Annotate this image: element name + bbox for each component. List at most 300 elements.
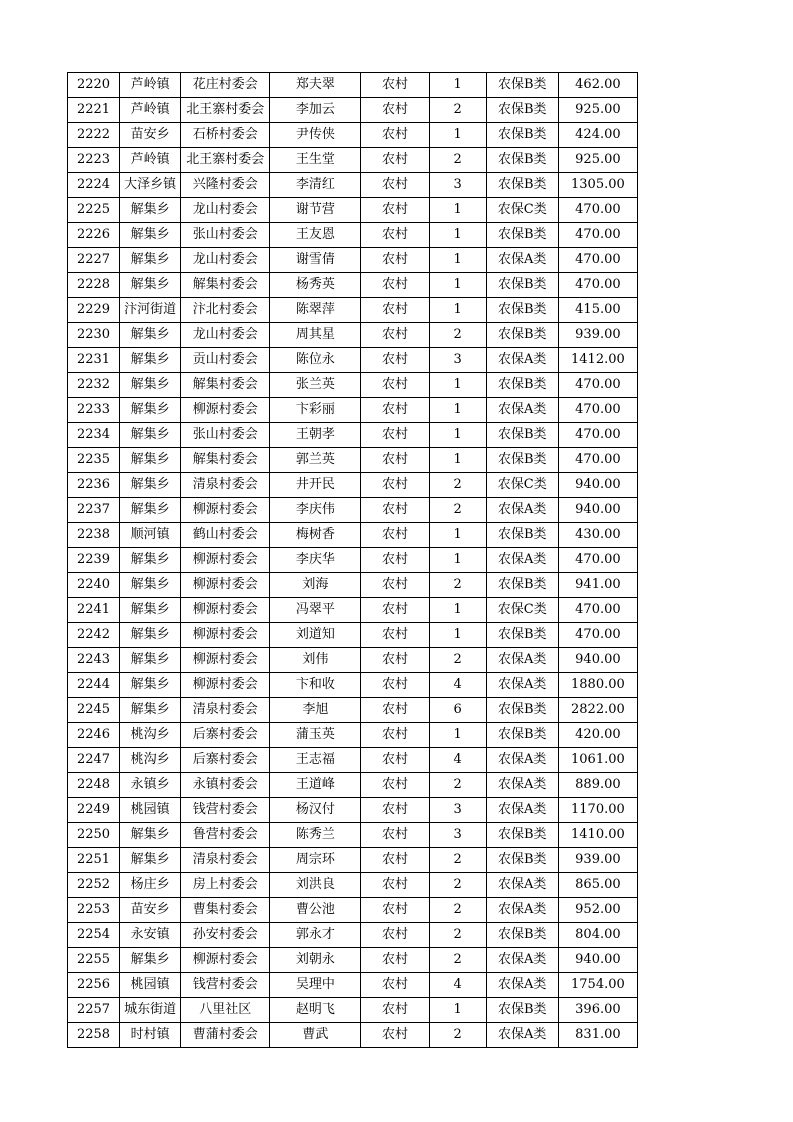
table-row <box>68 98 638 123</box>
amount-cell: 430.00 <box>558 523 637 548</box>
category-cell: 农保B类 <box>486 998 558 1023</box>
amount-cell: 939.00 <box>558 323 637 348</box>
village-cell: 柳源村委会 <box>181 598 270 623</box>
amount-cell: 470.00 <box>558 198 637 223</box>
person-count-cell: 1 <box>429 398 486 423</box>
amount-cell: 2822.00 <box>558 698 637 723</box>
person-count-cell: 2 <box>429 473 486 498</box>
category-cell: 农保B类 <box>486 373 558 398</box>
village-cell: 兴隆村委会 <box>181 173 270 198</box>
row-id-cell: 2225 <box>68 198 120 223</box>
village-cell: 后寨村委会 <box>181 748 270 773</box>
person-count-cell: 4 <box>429 748 486 773</box>
village-cell: 钱营村委会 <box>181 798 270 823</box>
row-id-cell: 2233 <box>68 398 120 423</box>
amount-cell: 1170.00 <box>558 798 637 823</box>
amount-cell: 1880.00 <box>558 673 637 698</box>
village-cell: 柳源村委会 <box>181 398 270 423</box>
household-type-cell: 农村 <box>361 423 429 448</box>
table-row <box>68 423 638 448</box>
category-cell: 农保A类 <box>486 498 558 523</box>
name-cell: 井开民 <box>270 473 361 498</box>
household-type-cell: 农村 <box>361 523 429 548</box>
table-row <box>68 573 638 598</box>
household-type-cell: 农村 <box>361 873 429 898</box>
row-id-cell: 2223 <box>68 148 120 173</box>
village-cell: 鹤山村委会 <box>181 523 270 548</box>
amount-cell: 470.00 <box>558 448 637 473</box>
person-count-cell: 2 <box>429 98 486 123</box>
household-type-cell: 农村 <box>361 448 429 473</box>
village-cell: 龙山村委会 <box>181 248 270 273</box>
person-count-cell: 4 <box>429 973 486 998</box>
household-type-cell: 农村 <box>361 198 429 223</box>
table-row <box>68 623 638 648</box>
table-row <box>68 473 638 498</box>
category-cell: 农保B类 <box>486 123 558 148</box>
person-count-cell: 6 <box>429 698 486 723</box>
town-cell: 汴河街道 <box>120 298 181 323</box>
name-cell: 郭兰英 <box>270 448 361 473</box>
town-cell: 解集乡 <box>120 948 181 973</box>
name-cell: 李加云 <box>270 98 361 123</box>
row-id-cell: 2241 <box>68 598 120 623</box>
row-id-cell: 2226 <box>68 223 120 248</box>
person-count-cell: 2 <box>429 848 486 873</box>
town-cell: 解集乡 <box>120 348 181 373</box>
village-cell: 八里社区 <box>181 998 270 1023</box>
amount-cell: 470.00 <box>558 423 637 448</box>
village-cell: 曹蒲村委会 <box>181 1023 270 1048</box>
person-count-cell: 1 <box>429 248 486 273</box>
household-type-cell: 农村 <box>361 723 429 748</box>
amount-cell: 415.00 <box>558 298 637 323</box>
town-cell: 芦岭镇 <box>120 98 181 123</box>
amount-cell: 889.00 <box>558 773 637 798</box>
village-cell: 龙山村委会 <box>181 323 270 348</box>
table-row <box>68 448 638 473</box>
town-cell: 芦岭镇 <box>120 73 181 98</box>
household-type-cell: 农村 <box>361 573 429 598</box>
row-id-cell: 2243 <box>68 648 120 673</box>
name-cell: 郭永才 <box>270 923 361 948</box>
row-id-cell: 2224 <box>68 173 120 198</box>
person-count-cell: 1 <box>429 623 486 648</box>
amount-cell: 470.00 <box>558 373 637 398</box>
village-cell: 贡山村委会 <box>181 348 270 373</box>
category-cell: 农保A类 <box>486 1023 558 1048</box>
table-row <box>68 698 638 723</box>
name-cell: 梅树香 <box>270 523 361 548</box>
household-type-cell: 农村 <box>361 323 429 348</box>
name-cell: 卞彩丽 <box>270 398 361 423</box>
row-id-cell: 2239 <box>68 548 120 573</box>
table-row <box>68 823 638 848</box>
household-type-cell: 农村 <box>361 673 429 698</box>
household-type-cell: 农村 <box>361 748 429 773</box>
household-type-cell: 农村 <box>361 223 429 248</box>
category-cell: 农保A类 <box>486 348 558 373</box>
category-cell: 农保C类 <box>486 473 558 498</box>
person-count-cell: 2 <box>429 573 486 598</box>
amount-cell: 470.00 <box>558 223 637 248</box>
household-type-cell: 农村 <box>361 273 429 298</box>
row-id-cell: 2238 <box>68 523 120 548</box>
table-row <box>68 198 638 223</box>
table-row <box>68 123 638 148</box>
household-type-cell: 农村 <box>361 548 429 573</box>
name-cell: 卞和收 <box>270 673 361 698</box>
category-cell: 农保B类 <box>486 73 558 98</box>
village-cell: 孙安村委会 <box>181 923 270 948</box>
name-cell: 冯翠平 <box>270 598 361 623</box>
household-type-cell: 农村 <box>361 648 429 673</box>
amount-cell: 470.00 <box>558 248 637 273</box>
row-id-cell: 2251 <box>68 848 120 873</box>
amount-cell: 940.00 <box>558 473 637 498</box>
household-type-cell: 农村 <box>361 973 429 998</box>
table-row <box>68 523 638 548</box>
name-cell: 陈翠萍 <box>270 298 361 323</box>
household-type-cell: 农村 <box>361 798 429 823</box>
person-count-cell: 3 <box>429 348 486 373</box>
category-cell: 农保A类 <box>486 898 558 923</box>
name-cell: 郑夫翠 <box>270 73 361 98</box>
town-cell: 解集乡 <box>120 448 181 473</box>
table-row <box>68 723 638 748</box>
person-count-cell: 3 <box>429 798 486 823</box>
category-cell: 农保A类 <box>486 398 558 423</box>
table-row <box>68 948 638 973</box>
household-type-cell: 农村 <box>361 948 429 973</box>
household-type-cell: 农村 <box>361 398 429 423</box>
village-cell: 花庄村委会 <box>181 73 270 98</box>
table-row <box>68 773 638 798</box>
town-cell: 解集乡 <box>120 198 181 223</box>
category-cell: 农保B类 <box>486 323 558 348</box>
category-cell: 农保A类 <box>486 873 558 898</box>
name-cell: 王朝孝 <box>270 423 361 448</box>
person-count-cell: 1 <box>429 298 486 323</box>
name-cell: 刘道知 <box>270 623 361 648</box>
table-row <box>68 348 638 373</box>
amount-cell: 470.00 <box>558 273 637 298</box>
table-row <box>68 273 638 298</box>
table-row <box>68 1023 638 1048</box>
name-cell: 杨秀英 <box>270 273 361 298</box>
category-cell: 农保B类 <box>486 423 558 448</box>
household-type-cell: 农村 <box>361 98 429 123</box>
category-cell: 农保B类 <box>486 923 558 948</box>
name-cell: 刘朝永 <box>270 948 361 973</box>
amount-cell: 865.00 <box>558 873 637 898</box>
person-count-cell: 1 <box>429 273 486 298</box>
category-cell: 农保A类 <box>486 948 558 973</box>
household-type-cell: 农村 <box>361 1023 429 1048</box>
town-cell: 桃园镇 <box>120 798 181 823</box>
household-type-cell: 农村 <box>361 923 429 948</box>
person-count-cell: 2 <box>429 648 486 673</box>
amount-cell: 470.00 <box>558 548 637 573</box>
table-row <box>68 598 638 623</box>
name-cell: 王生堂 <box>270 148 361 173</box>
category-cell: 农保B类 <box>486 298 558 323</box>
town-cell: 解集乡 <box>120 648 181 673</box>
person-count-cell: 2 <box>429 948 486 973</box>
household-type-cell: 农村 <box>361 498 429 523</box>
village-cell: 龙山村委会 <box>181 198 270 223</box>
category-cell: 农保A类 <box>486 798 558 823</box>
household-type-cell: 农村 <box>361 298 429 323</box>
category-cell: 农保B类 <box>486 698 558 723</box>
town-cell: 桃沟乡 <box>120 723 181 748</box>
town-cell: 解集乡 <box>120 373 181 398</box>
town-cell: 解集乡 <box>120 623 181 648</box>
amount-cell: 941.00 <box>558 573 637 598</box>
town-cell: 顺河镇 <box>120 523 181 548</box>
category-cell: 农保A类 <box>486 748 558 773</box>
household-type-cell: 农村 <box>361 173 429 198</box>
table-row <box>68 298 638 323</box>
person-count-cell: 1 <box>429 223 486 248</box>
village-cell: 柳源村委会 <box>181 498 270 523</box>
category-cell: 农保B类 <box>486 273 558 298</box>
village-cell: 张山村委会 <box>181 423 270 448</box>
town-cell: 苗安乡 <box>120 123 181 148</box>
village-cell: 房上村委会 <box>181 873 270 898</box>
name-cell: 曹武 <box>270 1023 361 1048</box>
amount-cell: 1412.00 <box>558 348 637 373</box>
person-count-cell: 1 <box>429 598 486 623</box>
village-cell: 柳源村委会 <box>181 548 270 573</box>
town-cell: 桃园镇 <box>120 973 181 998</box>
town-cell: 解集乡 <box>120 673 181 698</box>
amount-cell: 939.00 <box>558 848 637 873</box>
name-cell: 杨汉付 <box>270 798 361 823</box>
category-cell: 农保B类 <box>486 148 558 173</box>
table-row <box>68 173 638 198</box>
table-row <box>68 73 638 98</box>
town-cell: 苗安乡 <box>120 898 181 923</box>
village-cell: 北王寨村委会 <box>181 148 270 173</box>
row-id-cell: 2229 <box>68 298 120 323</box>
row-id-cell: 2249 <box>68 798 120 823</box>
table-row <box>68 223 638 248</box>
amount-cell: 470.00 <box>558 598 637 623</box>
village-cell: 解集村委会 <box>181 373 270 398</box>
amount-cell: 1754.00 <box>558 973 637 998</box>
category-cell: 农保B类 <box>486 823 558 848</box>
amount-cell: 1061.00 <box>558 748 637 773</box>
table-row <box>68 848 638 873</box>
table-row <box>68 373 638 398</box>
person-count-cell: 1 <box>429 198 486 223</box>
row-id-cell: 2258 <box>68 1023 120 1048</box>
village-cell: 曹集村委会 <box>181 898 270 923</box>
town-cell: 解集乡 <box>120 598 181 623</box>
household-type-cell: 农村 <box>361 148 429 173</box>
name-cell: 刘洪良 <box>270 873 361 898</box>
person-count-cell: 1 <box>429 548 486 573</box>
name-cell: 谢节营 <box>270 198 361 223</box>
name-cell: 蒲玉英 <box>270 723 361 748</box>
person-count-cell: 2 <box>429 773 486 798</box>
town-cell: 桃沟乡 <box>120 748 181 773</box>
household-type-cell: 农村 <box>361 248 429 273</box>
household-type-cell: 农村 <box>361 848 429 873</box>
amount-cell: 462.00 <box>558 73 637 98</box>
row-id-cell: 2244 <box>68 673 120 698</box>
village-cell: 鲁营村委会 <box>181 823 270 848</box>
person-count-cell: 2 <box>429 1023 486 1048</box>
amount-cell: 831.00 <box>558 1023 637 1048</box>
town-cell: 解集乡 <box>120 248 181 273</box>
name-cell: 陈秀兰 <box>270 823 361 848</box>
village-cell: 柳源村委会 <box>181 573 270 598</box>
person-count-cell: 2 <box>429 898 486 923</box>
village-cell: 后寨村委会 <box>181 723 270 748</box>
person-count-cell: 1 <box>429 523 486 548</box>
name-cell: 刘伟 <box>270 648 361 673</box>
village-cell: 解集村委会 <box>181 273 270 298</box>
name-cell: 尹传侠 <box>270 123 361 148</box>
table-row <box>68 148 638 173</box>
name-cell: 王志福 <box>270 748 361 773</box>
row-id-cell: 2254 <box>68 923 120 948</box>
table-row <box>68 548 638 573</box>
row-id-cell: 2252 <box>68 873 120 898</box>
name-cell: 赵明飞 <box>270 998 361 1023</box>
row-id-cell: 2240 <box>68 573 120 598</box>
table-row <box>68 923 638 948</box>
town-cell: 解集乡 <box>120 548 181 573</box>
amount-cell: 1410.00 <box>558 823 637 848</box>
household-type-cell: 农村 <box>361 698 429 723</box>
person-count-cell: 1 <box>429 423 486 448</box>
town-cell: 永安镇 <box>120 923 181 948</box>
table-row <box>68 648 638 673</box>
category-cell: 农保C类 <box>486 198 558 223</box>
person-count-cell: 3 <box>429 823 486 848</box>
town-cell: 解集乡 <box>120 423 181 448</box>
name-cell: 周宗环 <box>270 848 361 873</box>
table-row <box>68 973 638 998</box>
table-row <box>68 248 638 273</box>
row-id-cell: 2228 <box>68 273 120 298</box>
row-id-cell: 2236 <box>68 473 120 498</box>
name-cell: 陈位永 <box>270 348 361 373</box>
person-count-cell: 2 <box>429 498 486 523</box>
table-body <box>68 73 638 1048</box>
table-row <box>68 798 638 823</box>
row-id-cell: 2235 <box>68 448 120 473</box>
amount-cell: 420.00 <box>558 723 637 748</box>
person-count-cell: 2 <box>429 148 486 173</box>
village-cell: 清泉村委会 <box>181 698 270 723</box>
row-id-cell: 2247 <box>68 748 120 773</box>
category-cell: 农保B类 <box>486 848 558 873</box>
amount-cell: 940.00 <box>558 948 637 973</box>
name-cell: 李旭 <box>270 698 361 723</box>
village-cell: 张山村委会 <box>181 223 270 248</box>
amount-cell: 804.00 <box>558 923 637 948</box>
town-cell: 时村镇 <box>120 1023 181 1048</box>
category-cell: 农保B类 <box>486 723 558 748</box>
row-id-cell: 2227 <box>68 248 120 273</box>
amount-cell: 940.00 <box>558 648 637 673</box>
name-cell: 王道峰 <box>270 773 361 798</box>
household-type-cell: 农村 <box>361 998 429 1023</box>
village-cell: 北王寨村委会 <box>181 98 270 123</box>
category-cell: 农保B类 <box>486 573 558 598</box>
person-count-cell: 3 <box>429 173 486 198</box>
village-cell: 柳源村委会 <box>181 948 270 973</box>
table-row <box>68 398 638 423</box>
row-id-cell: 2232 <box>68 373 120 398</box>
town-cell: 城东街道 <box>120 998 181 1023</box>
town-cell: 解集乡 <box>120 698 181 723</box>
person-count-cell: 2 <box>429 873 486 898</box>
village-cell: 清泉村委会 <box>181 848 270 873</box>
table-row <box>68 323 638 348</box>
person-count-cell: 1 <box>429 123 486 148</box>
name-cell: 王友恩 <box>270 223 361 248</box>
amount-cell: 925.00 <box>558 98 637 123</box>
amount-cell: 396.00 <box>558 998 637 1023</box>
row-id-cell: 2220 <box>68 73 120 98</box>
town-cell: 大泽乡镇 <box>120 173 181 198</box>
village-cell: 柳源村委会 <box>181 648 270 673</box>
village-cell: 石桥村委会 <box>181 123 270 148</box>
village-cell: 汴北村委会 <box>181 298 270 323</box>
amount-cell: 925.00 <box>558 148 637 173</box>
name-cell: 李清红 <box>270 173 361 198</box>
row-id-cell: 2237 <box>68 498 120 523</box>
town-cell: 解集乡 <box>120 498 181 523</box>
name-cell: 李庆伟 <box>270 498 361 523</box>
category-cell: 农保A类 <box>486 773 558 798</box>
category-cell: 农保B类 <box>486 448 558 473</box>
name-cell: 吴理中 <box>270 973 361 998</box>
household-type-cell: 农村 <box>361 73 429 98</box>
household-type-cell: 农村 <box>361 823 429 848</box>
category-cell: 农保A类 <box>486 973 558 998</box>
household-type-cell: 农村 <box>361 598 429 623</box>
amount-cell: 470.00 <box>558 398 637 423</box>
category-cell: 农保A类 <box>486 548 558 573</box>
table-row <box>68 748 638 773</box>
person-count-cell: 2 <box>429 923 486 948</box>
category-cell: 农保B类 <box>486 523 558 548</box>
amount-cell: 470.00 <box>558 623 637 648</box>
household-type-cell: 农村 <box>361 898 429 923</box>
town-cell: 永镇乡 <box>120 773 181 798</box>
category-cell: 农保B类 <box>486 98 558 123</box>
table-row <box>68 673 638 698</box>
town-cell: 解集乡 <box>120 398 181 423</box>
row-id-cell: 2250 <box>68 823 120 848</box>
table-row <box>68 498 638 523</box>
household-type-cell: 农村 <box>361 473 429 498</box>
row-id-cell: 2257 <box>68 998 120 1023</box>
town-cell: 解集乡 <box>120 273 181 298</box>
person-count-cell: 1 <box>429 73 486 98</box>
name-cell: 周其星 <box>270 323 361 348</box>
category-cell: 农保A类 <box>486 248 558 273</box>
row-id-cell: 2221 <box>68 98 120 123</box>
town-cell: 芦岭镇 <box>120 148 181 173</box>
row-id-cell: 2234 <box>68 423 120 448</box>
